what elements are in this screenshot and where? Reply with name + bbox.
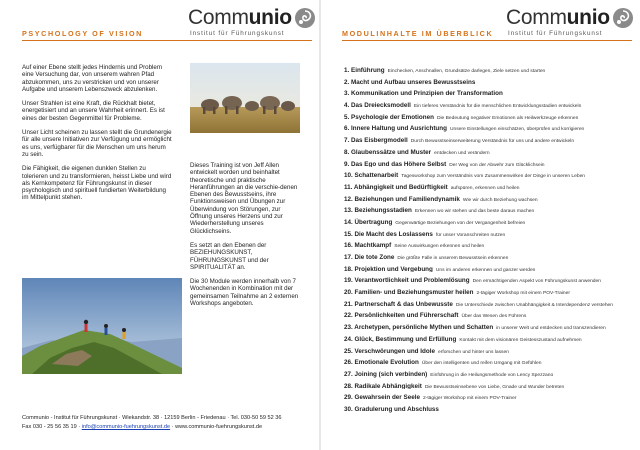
module-item <box>344 378 634 390</box>
module-item <box>344 97 634 109</box>
module-description: Ein tieferes Verständnis für die menschlichen Entwicklungsstadien entwickeln <box>413 104 582 109</box>
module-title: 9. Das Ego und das Höhere Selbst <box>344 160 447 168</box>
module-item <box>344 191 634 203</box>
module-title: 11. Abhängigkeit und Bedürftigkeit <box>344 183 448 191</box>
module-title: 3. Kommunikation und Prinzipien der Transformation <box>344 90 503 98</box>
module-title: 4. Das Dreiecksmodell <box>344 102 411 109</box>
module-description: Wie wir durch Beziehung wachsen <box>462 197 538 203</box>
module-item <box>344 354 634 366</box>
module-item <box>344 144 634 156</box>
module-description: Durch Bewusstseinserweiterung Verständnis für uns und andere entwickeln <box>410 139 575 144</box>
right-page <box>322 0 640 450</box>
module-item <box>344 272 634 284</box>
module-title: 5. Psychologie der Emotionen <box>344 113 434 121</box>
module-description: Die größte Falle in unserem Bewusstsein erkennen <box>397 256 509 261</box>
footer-email-link[interactable]: info@communio-fuehrungskunst.de <box>81 424 171 430</box>
module-description: Den ermächtigenden Aspekt von Führungskunst anwenden <box>472 279 601 285</box>
module-item <box>344 389 634 401</box>
spiral-emblem-icon <box>612 7 634 29</box>
module-description: 2-tägiger Workshop mit einem POV-Trainer <box>476 291 570 296</box>
module-item <box>344 120 634 132</box>
module-description: für unser Voranschreiten nutzen <box>435 232 506 238</box>
module-title: 16. Machtkampf <box>344 242 392 249</box>
module-title: 15. Die Macht des Loslassens <box>344 230 433 238</box>
paragraph: Die 30 Module werden innerhalb von 7 Wochenenden in Kombination mit der gemeinsamen Teilnahme an 2 externen Workshops angeboten. <box>190 278 299 308</box>
module-item <box>344 366 634 378</box>
training-text-column <box>190 162 302 314</box>
module-description: Die Unterschiede zwischen Unabhängigkeit & Interdependenz verstehen <box>455 302 613 308</box>
module-title: 22. Persönlichkeiten und Führerschaft <box>344 312 459 320</box>
intro-text-column <box>22 64 172 209</box>
module-item <box>344 237 634 249</box>
module-item <box>344 214 634 226</box>
module-title: 13. Beziehungsstadien <box>344 207 412 214</box>
module-title: 27. Joining (sich verbinden) <box>344 370 428 378</box>
module-description: erforschen und hinter uns lassen <box>437 349 509 355</box>
module-title: 29. Gewahrsein der Seele <box>344 394 420 401</box>
module-title: 23. Archetypen, persönliche Mythen und Schatten <box>344 324 494 331</box>
module-item <box>344 226 634 238</box>
module-description: Erkennen wo wir stehen und das beste daraus machen <box>414 209 535 214</box>
footer-contact: Fax 030 - 25 56 35 19 · info@communio-fuehrungskunst.de · www.communio-fuehrungskunst.de <box>22 424 263 430</box>
module-title: 21. Partnerschaft & das Unbewusste <box>344 300 453 308</box>
paragraph: Auf einer Ebene stellt jedes Hindernis und Problem eine Versuchung dar, von unserem wahren Pfad abzukommen, uns zu verstricken und von unserer Aufgabe und unserem Lebenszweck abzulenken. <box>22 64 162 93</box>
module-item <box>344 109 634 121</box>
climbers-summit-photo <box>22 278 182 374</box>
module-title: 12. Beziehungen und Familiendynamik <box>344 195 460 203</box>
module-description: in unserer Welt und entdecken und transzendieren <box>496 326 606 331</box>
module-item <box>344 202 634 214</box>
module-description: Der Weg von der Abwehr zum Glücklichsein <box>449 162 545 168</box>
logo-tagline: Institut für Führungskunst <box>508 30 603 37</box>
module-title: 26. Emotionale Evolution <box>344 359 419 366</box>
module-item <box>344 179 634 191</box>
module-title: 6. Innere Haltung und Ausrichtung <box>344 125 447 133</box>
module-description: Über das Wesen des Führens <box>461 314 527 320</box>
module-title: 14. Übertragung <box>344 218 393 226</box>
paragraph: Unser Licht scheinen zu lassen stellt die Grundenergie für alle unsere Initiativen zur Verfügung und ermöglicht es uns, verfügbarer für die Menschen um uns herum zu sein. <box>22 129 172 158</box>
module-item <box>344 307 634 319</box>
module-item <box>344 74 634 86</box>
spiral-emblem-icon <box>294 7 316 29</box>
module-item <box>344 401 634 413</box>
module-item <box>344 167 634 179</box>
left-page <box>0 0 318 450</box>
module-item <box>344 296 634 308</box>
module-description: Kontakt mit dem visionären Geistesszustand aufnehmen <box>459 337 582 343</box>
module-title: 30. Gradulerung und Abschluss <box>344 405 439 413</box>
module-item <box>344 132 634 144</box>
module-item <box>344 156 634 168</box>
module-title: 2. Macht und Aufbau unseres Bewusstseins <box>344 78 476 86</box>
module-description: Über den intelligenten und reifen Umgang mit Gefühlen <box>421 361 542 366</box>
communio-logo <box>188 6 316 40</box>
module-title: 19. Verantwortlichkeit und Problemlösung <box>344 277 470 285</box>
paragraph: Unser Strahlen ist eine Kraft, die Rückhalt bietet, energetisiert und an unsere Wahrheit erinnert. Es ist eines der besten Gegenmittel für Probleme. <box>22 100 165 122</box>
module-description: aufspüren, erkennen und heilen <box>450 185 520 191</box>
paragraph: Die Fähigkeit, die eigenen dunklen Stellen zu tolerieren und zu transformieren, heisst Liebe und wird als Kernkompetenz für Führungskunst in dieser psychologisch und spirituell fundierten Weiterbildung im Mittelpunkt stehen. <box>22 165 172 202</box>
module-description: Seine Auswirkungen erkennen und heilen <box>394 244 485 249</box>
module-item <box>344 331 634 343</box>
elephants-photo <box>190 63 300 133</box>
module-title: 17. Die tote Zone <box>344 254 395 261</box>
right-section-title: MODULINHALTE IM ÜBERBLICK <box>342 29 494 38</box>
module-title: 25. Verschwörungen und Idole <box>344 347 435 355</box>
module-title: 24. Glück, Bestimmung und Erfüllung <box>344 335 457 343</box>
footer <box>22 414 312 432</box>
module-description: Die Bedeutung negativer Emotionen als Heilwerkzeuge erkennen <box>436 115 579 121</box>
communio-logo-right <box>506 6 634 40</box>
module-description: Tagesworkshop zum Verständnis vom Zusammenwirken der Dinge in unseren Leben <box>401 174 586 179</box>
module-item <box>344 284 634 296</box>
right-title-rule <box>342 40 632 41</box>
module-description: Einführung in die Heilungsmethode von Lency Spezzano <box>430 372 554 378</box>
module-item <box>344 249 634 261</box>
module-item <box>344 319 634 331</box>
logo-tagline: Institut für Führungskunst <box>190 30 285 37</box>
module-title: 28. Radikale Abhängigkeit <box>344 382 422 390</box>
page-fold-divider <box>319 0 321 450</box>
module-description: Uns im anderen erkennen und ganzer werden <box>435 267 536 273</box>
module-title: 10. Schattenarbeit <box>344 172 399 179</box>
module-description: Gegenwärtige Beziehungen von der Vergangenheit befreien <box>395 220 526 226</box>
module-item <box>344 261 634 273</box>
module-title: 7. Das Eisbergmodell <box>344 137 408 144</box>
module-list <box>344 62 634 413</box>
module-title: 18. Projektion und Vergebung <box>344 265 433 273</box>
logo-wordmark: Communio <box>188 6 292 29</box>
module-item <box>344 85 634 97</box>
module-description: Unsere Einstellungen einschätzen, überprüfen und korrigieren <box>449 127 585 133</box>
module-description: Die Bewusstseinsebene von Liebe, Gnade und Wunder betreten <box>424 384 565 390</box>
module-description: Einchecken, Anschnallen, Grundsätze darlegen, Ziele setzen und starten <box>387 69 546 74</box>
module-title: 8. Glaubenssätze und Muster <box>344 148 432 156</box>
module-item <box>344 343 634 355</box>
module-title: 1. Einführung <box>344 67 385 74</box>
module-item <box>344 62 634 74</box>
paragraph: Dieses Training ist von Jeff Allen entwickelt worden und beinhaltet theoretische und praktische Heranführungen an die verschie-denen Ebenen des Bewusstseins, ihre Funktionsweisen und Übungen zur Überwindung von Störungen, zur Öffnung unseres Herzens und zur Wiederherstellung unseres Glücklichseins. <box>190 162 298 235</box>
footer-address: Communio - Institut für Führungskunst · Wiekandstr. 38 · 12159 Berlin - Friedenau · Tel. 030-50 59 52 36 <box>22 415 282 421</box>
module-description: entdecken und verändern <box>434 150 490 156</box>
left-title-rule <box>22 40 312 41</box>
logo-wordmark: Communio <box>506 6 610 29</box>
left-section-title: PSYCHOLOGY OF VISION <box>22 29 143 38</box>
module-description: 2-tägiger Workshop mit einem POV-Trainer <box>422 396 517 401</box>
paragraph: Es setzt an den Ebenen der BEZIEHUNGSKUNST, FÜHRUNGSKUNST und der SPIRITUALITÄT an. <box>190 241 269 271</box>
module-title: 20. Familien- und Beziehungsmuster heilen <box>344 289 474 296</box>
